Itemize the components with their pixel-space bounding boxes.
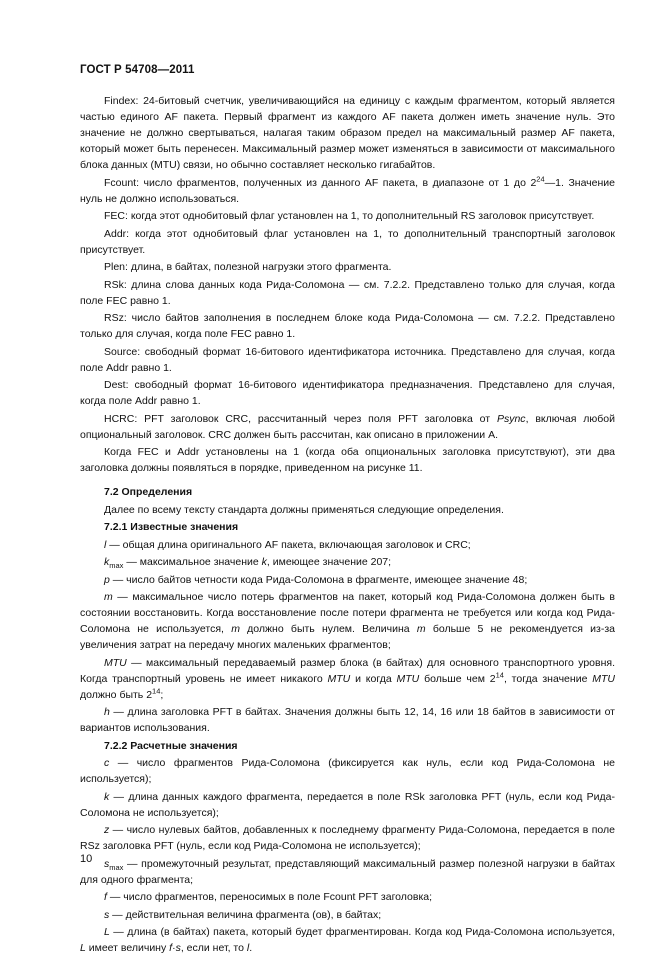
definition-f: f — число фрагментов, переносимых в поле Fcount PFT заголовка;	[104, 891, 433, 903]
page-number: 10	[80, 853, 93, 865]
paragraph-source: Source: свободный формат 16-битового идентификатора источника. Представлено для случая, когда поле Addr равно 1.	[80, 345, 615, 374]
definition-p: p — число байтов четности кода Рида-Соломона в фрагменте, имеющее значение 48;	[104, 573, 528, 586]
definition-z: z — число нулевых байтов, добавленных к последнему фрагменту Рида-Соломона, передается в поле RSz заголовка PFT (нуль, если код Рида-Соломона не используется);	[80, 824, 615, 852]
definition-s: s — действительная величина фрагмента (ов), в байтах;	[104, 908, 382, 921]
paragraph-defs-intro: Далее по всему тексту стандарта должны применяться следующие определения.	[104, 503, 504, 516]
definition-L: L — длина (в байтах) пакета, который будет фрагментирован. Когда код Рида-Соломона используется, L имеет величину f·s, если нет, то l.	[80, 926, 615, 954]
document-body	[80, 93, 615, 958]
definition-kmax: $k_{max}$ — максимальное значение k, имеющее значение 207;	[104, 556, 392, 571]
paragraph-plen: Plen: длина, в байтах, полезной нагрузки этого фрагмента.	[104, 261, 392, 273]
paragraph-hcrc: HCRC: PFT заголовок CRC, рассчитанный через поля PFT заголовка от Psync, включая любой опциональный заголовок. CRC должен быть рассчитан, как описано в приложении А.	[80, 412, 615, 441]
definition-c: c — число фрагментов Рида-Соломона (фиксируется как нуль, если код Рида-Соломона не используется);	[80, 757, 615, 785]
paragraph-addr: Addr: когда этот однобитовый флаг установлен на 1, то дополнительный транспортный заголовок присутствует.	[80, 227, 615, 256]
paragraph-rsk: RSk: длина слова данных кода Рида-Соломона — см. 7.2.2. Представлено только для случая, когда поле FEC равно 1.	[80, 278, 615, 307]
paragraph-rsz: RSz: число байтов заполнения в последнем блоке кода Рида-Соломона — см. 7.2.2. Представлено только для случая, когда поле FEC равно 1.	[80, 312, 615, 340]
definition-m: m — максимальное число потерь фрагментов на пакет, который код Рида-Соломона должен быть в состоянии восстановить. Когда восстановление после потери фрагмента не требуется или когда код Рида-Соломона не используется, m должно быть нулем. Величина m больше 5 не рекомендуется из-за увеличения затрат на передачу многих маленьких фрагментов;	[80, 591, 616, 651]
heading-7-2-2: 7.2.2 Расчетные значения	[104, 739, 238, 752]
paragraph-fec-addr: Когда FEC и Addr установлены на 1 (когда оба опциональных заголовка присутствуют), эти два заголовка должны появляться в порядке, приведенном на рисунке 11.	[80, 446, 615, 474]
definition-h: h — длина заголовка PFT в байтах. Значения должны быть 12, 14, 16 или 18 байтов в зависимости от вариантов использования.	[80, 706, 615, 734]
paragraph-fcount: Fcount: число фрагментов, полученных из данного AF пакета, в диапазоне от 1 до $2^{24}—1$. Значение нуль не должно использоваться.	[80, 174, 616, 205]
paragraph-fec: FEC: когда этот однобитовый флаг установлен на 1, то дополнительный RS заголовок присутствует.	[104, 210, 595, 222]
definition-k: k — длина данных каждого фрагмента, передается в поле RSk заголовка PFT (нуль, если код Рида-Соломона не используется);	[80, 790, 615, 819]
definition-l: l — общая длина оригинального AF пакета, включающая заголовок и CRC;	[104, 538, 471, 551]
heading-7-2-1: 7.2.1 Известные значения	[104, 521, 239, 533]
definition-smax: $s_{max}$ — промежуточный результат, представляющий максимальный размер полезной нагрузки в байтах для одного фрагмента;	[80, 857, 615, 886]
paragraph-dest: Dest: свободный формат 16-битового идентификатора предназначения. Представлено для случая, когда поле Addr равно 1.	[80, 379, 615, 407]
definition-mtu: MTU — максимальный передаваемый размер блока (в байтах) для основного транспортного уровня. Когда транспортный уровень не имеет никакого MTU и когда MTU больше чем $2^{14}$, тогда значение MTU должно быть $2^{14}$;	[80, 656, 615, 701]
paragraph-findex: Findex: 24-битовый счетчик, увеличивающийся на единицу с каждым фрагментом, который является частью единого AF пакета. Первый фрагмент из каждого AF пакета должен иметь значение нуль. Это значение не должно свертываться, налагая таким образом предел на максимальный размер AF пакета, который может быть перенесен. Максимальный размер может изменяться в зависимости от максимального блока данных (MTU) связи, но обычно составляет несколько гигабайтов.	[80, 95, 615, 171]
heading-7-2: 7.2 Определения	[104, 486, 193, 498]
document-header: ГОСТ Р 54708—2011	[80, 64, 195, 76]
